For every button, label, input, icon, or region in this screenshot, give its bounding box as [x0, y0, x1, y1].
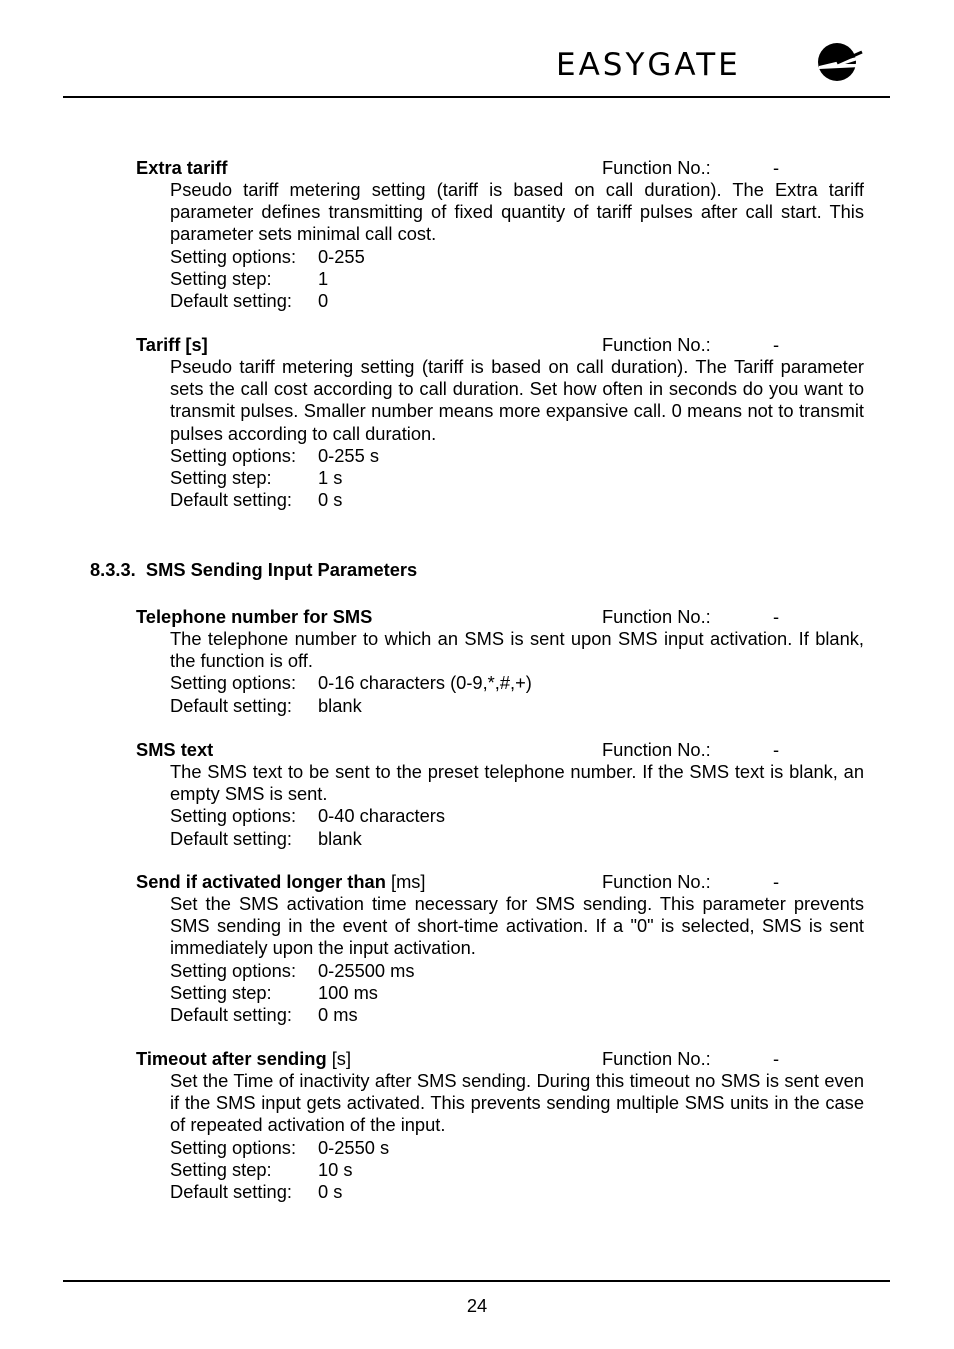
- footer-divider: [63, 1280, 890, 1282]
- setting-step-row: [170, 268, 864, 290]
- setting-options-row: [170, 805, 864, 827]
- setting-value: 0-16 characters (0-9,*,#,+): [318, 672, 532, 694]
- default-setting-row: [170, 1004, 864, 1026]
- setting-value: 0-25500 ms: [318, 959, 415, 981]
- brand-logo-text: EASYGATE: [556, 47, 741, 83]
- function-no-label: Function No.:: [602, 606, 711, 627]
- setting-label: Setting options:: [170, 1136, 297, 1158]
- setting-label: Setting options:: [170, 805, 297, 827]
- param-description: Set the Time of inactivity after SMS sending. During this timeout no SMS is sent even if the SMS input gets activated. This prevents sending multiple SMS units in the case of repeated activation of the input.: [170, 1070, 864, 1136]
- function-no-label: Function No.:: [602, 739, 711, 760]
- setting-label: Default setting:: [170, 694, 292, 716]
- param-telephone-number-for-sms: [136, 606, 864, 717]
- setting-step-row: [170, 982, 864, 1004]
- setting-label: Setting step:: [170, 467, 272, 488]
- setting-options-row: [170, 445, 864, 467]
- param-title: Send if activated longer than [ms]: [136, 871, 426, 892]
- param-unit: [s]: [331, 1048, 352, 1069]
- setting-value: 0 s: [318, 1180, 343, 1202]
- param-description: Set the SMS activation time necessary for SMS sending. This parameter prevents SMS sending in the event of short-time activation. If a "0" is selected, SMS is sent immediately upon the input activation.: [170, 893, 864, 959]
- param-extra-tariff: [136, 157, 864, 312]
- function-no-label: Function No.:: [602, 871, 711, 892]
- param-description: The SMS text to be sent to the preset telephone number. If the SMS text is blank, an empty SMS is sent.: [170, 761, 864, 805]
- function-no-value: -: [773, 606, 780, 627]
- setting-value: 0 ms: [318, 1003, 358, 1025]
- header-divider: [63, 96, 890, 98]
- param-description: Pseudo tariff metering setting (tariff is based on call duration). The Extra tariff parameter defines transmitting of fixed quantity of tariff pulses after call start. This parameter sets minimal call cost.: [170, 179, 864, 245]
- param-title: SMS text: [136, 739, 214, 760]
- setting-step-row: [170, 1159, 864, 1181]
- default-setting-row: [170, 828, 864, 850]
- setting-value: 0-2550 s: [318, 1136, 390, 1158]
- function-no-value: -: [773, 157, 780, 178]
- function-no-value: -: [773, 334, 780, 355]
- setting-label: Default setting:: [170, 1180, 292, 1202]
- param-unit: [ms]: [390, 871, 426, 892]
- param-description: The telephone number to which an SMS is sent upon SMS input activation. If blank, the function is off.: [170, 628, 864, 672]
- param-send-if-activated-longer-than: [136, 871, 864, 1026]
- param-description: Pseudo tariff metering setting (tariff is based on call duration). The Tariff parameter sets the call cost according to call duration. Set how often in seconds do you want to transmit pulses. Smaller number means more expansive call. 0 means not to transmit pulses according to call duration.: [170, 356, 864, 444]
- param-title: Timeout after sending [s]: [136, 1048, 352, 1069]
- default-setting-row: [170, 1181, 864, 1203]
- setting-options-row: [170, 960, 864, 982]
- setting-label: Setting options:: [170, 444, 297, 466]
- setting-value: blank: [318, 827, 362, 849]
- setting-value: 0 s: [318, 489, 343, 511]
- param-tariff: [136, 334, 864, 511]
- setting-options-row: [170, 1137, 864, 1159]
- param-title: Extra tariff: [136, 157, 228, 178]
- function-no-label: Function No.:: [602, 1048, 711, 1069]
- param-sms-text: [136, 739, 864, 850]
- setting-label: Default setting:: [170, 1003, 292, 1025]
- function-no-label: Function No.:: [602, 157, 711, 178]
- setting-label: Default setting:: [170, 289, 292, 311]
- setting-label: Setting options:: [170, 672, 297, 694]
- section-title: SMS Sending Input Parameters: [145, 559, 418, 580]
- setting-label: Setting step:: [170, 981, 272, 1003]
- function-no-value: -: [773, 1048, 780, 1069]
- default-setting-row: [170, 489, 864, 511]
- setting-label: Default setting:: [170, 827, 292, 849]
- setting-label: Setting options:: [170, 245, 297, 267]
- setting-label: Setting step:: [170, 1158, 272, 1180]
- setting-label: Default setting:: [170, 489, 292, 511]
- setting-value: 0-255 s: [318, 444, 379, 466]
- section-number: 8.3.3.: [90, 559, 136, 580]
- setting-label: Setting step:: [170, 267, 272, 289]
- setting-step-row: [170, 467, 864, 489]
- setting-value: 0-40 characters: [318, 805, 446, 827]
- function-no-value: -: [773, 739, 780, 760]
- setting-value: 1: [318, 267, 329, 289]
- setting-value: 0-255: [318, 245, 365, 267]
- setting-value: 0: [318, 289, 329, 311]
- setting-label: Setting options:: [170, 959, 297, 981]
- brand-logo-icon: [815, 42, 863, 82]
- setting-options-row: [170, 672, 864, 694]
- page-number: 24: [466, 1295, 488, 1316]
- setting-value: 100 ms: [318, 981, 378, 1003]
- default-setting-row: [170, 290, 864, 312]
- default-setting-row: [170, 695, 864, 717]
- section-heading: [90, 559, 417, 581]
- setting-value: 1 s: [318, 467, 343, 488]
- setting-value: 10 s: [318, 1158, 353, 1180]
- param-timeout-after-sending: [136, 1048, 864, 1203]
- function-no-value: -: [773, 871, 780, 892]
- param-title: Telephone number for SMS: [136, 606, 373, 627]
- param-title: Tariff [s]: [136, 334, 208, 355]
- setting-value: blank: [318, 694, 362, 716]
- setting-options-row: [170, 246, 864, 268]
- function-no-label: Function No.:: [602, 334, 711, 355]
